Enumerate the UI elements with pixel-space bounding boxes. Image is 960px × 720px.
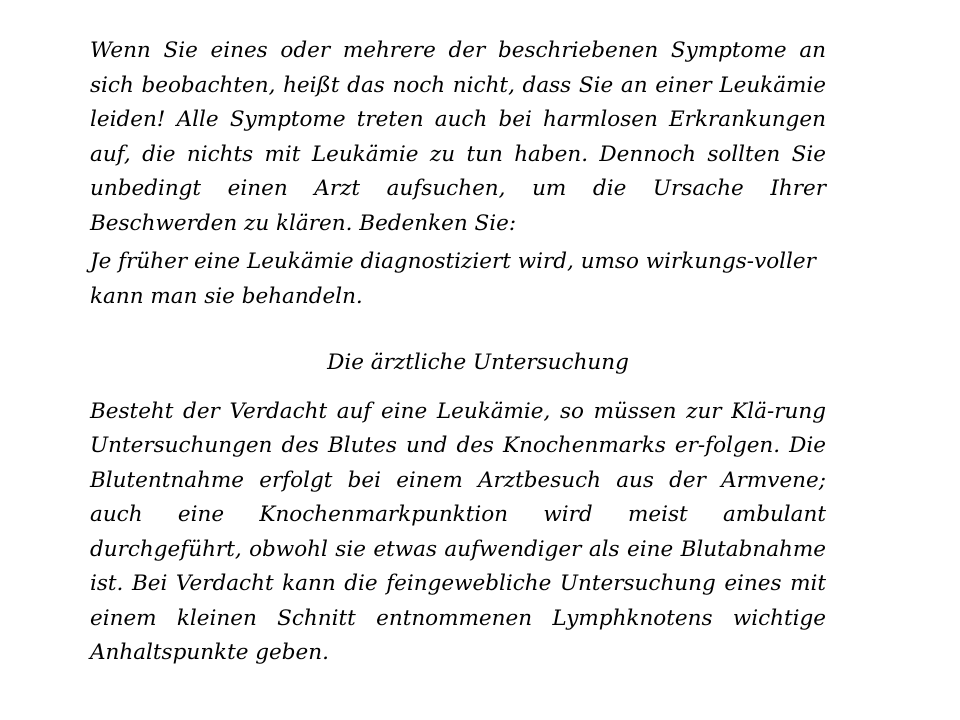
text-content <box>90 34 826 671</box>
intro-paragraph: Wenn Sie eines oder mehrere der beschriebenen Symptome an sich beobachten, heißt das noch nicht, dass Sie an einer Leukämie leiden! Alle Symptome treten auch bei harmlosen Erkrankungen auf, die nichts mit Leukämie zu tun haben. Dennoch sollten Sie unbedingt einen Arzt aufsuchen, um die Ursache Ihrer Beschwerden zu klären. Bedenken Sie: <box>90 38 826 236</box>
examination-paragraph: Besteht der Verdacht auf eine Leukämie, so müssen zur Klä-rung Untersuchungen des Blutes und des Knochenmarks er-folgen. Die Blutentnahme erfolgt bei einem Arztbesuch aus der Armvene; auch eine Knochenmarkpunktion wird meist ambulant durchgeführt, obwohl sie etwas aufwendiger als eine Blutabnahme ist. Bei Verdacht kann die feingewebliche Untersuchung eines mit einem kleinen Schnitt entnommenen Lymphknotens wichtige Anhaltspunkte geben. <box>90 398 826 665</box>
early-diagnosis-paragraph: Je früher eine Leukämie diagnostiziert wird, umso wirkungs-voller kann man sie behandeln. <box>90 249 816 309</box>
section-heading: Die ärztliche Untersuchung <box>327 350 629 375</box>
